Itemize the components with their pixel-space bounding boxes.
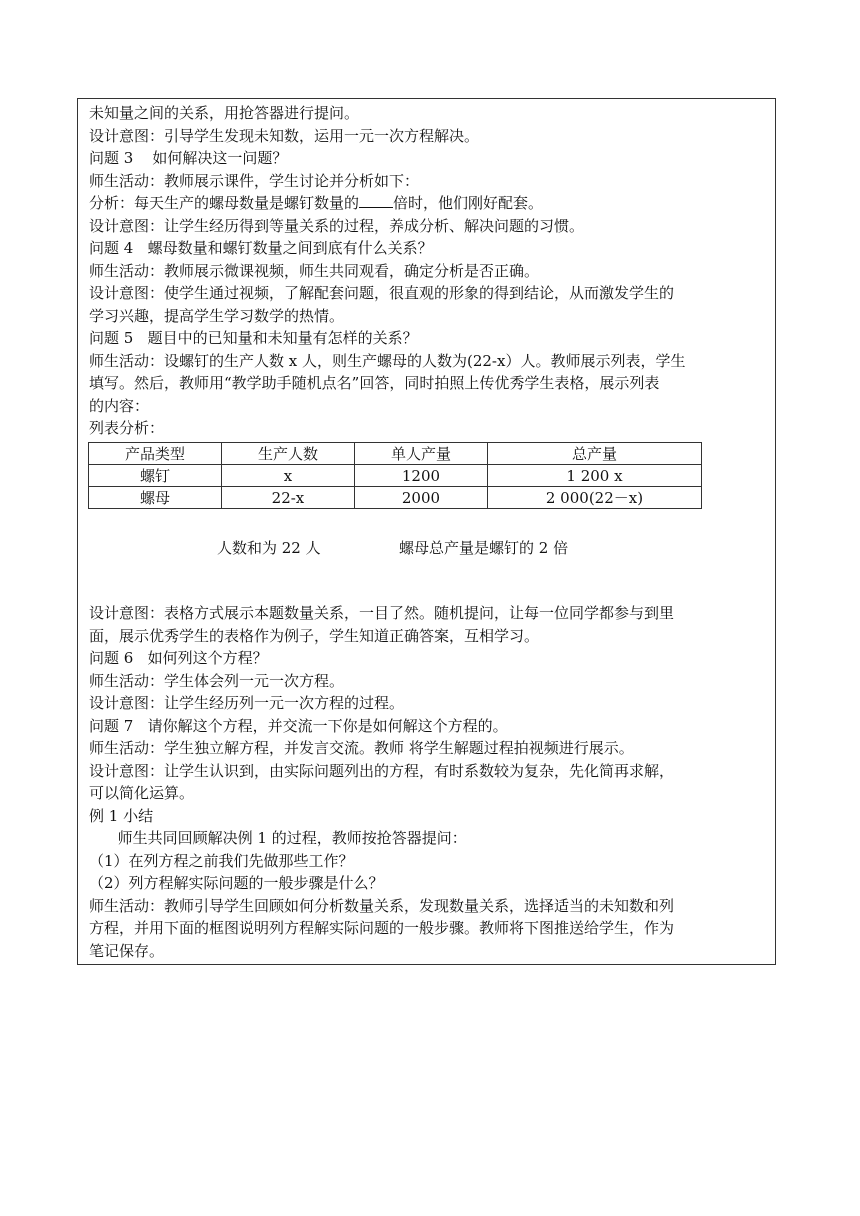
text-line: 设计意图：让学生经历得到等量关系的过程，养成分析、解决问题的习惯。	[89, 216, 585, 235]
table-cell: 螺母	[89, 487, 222, 509]
question-5-heading: 问题 5 题目中的已知量和未知量有怎样的关系？	[89, 329, 418, 347]
table-cell: x	[221, 465, 354, 487]
text-line: 设计意图：引导学生发现未知数，运用一元一次方程解决。	[89, 126, 480, 145]
question-7-heading: 问题 7 请你解这个方程，并交流一下你是如何解这个方程的。	[89, 716, 508, 735]
text-line: 设计意图：让学生认识到，由实际问题列出的方程，有时系数较为复杂，先化简再求解，	[89, 761, 675, 780]
analysis-text-before: 分析：每天生产的螺母数量是螺钉数量的	[89, 194, 360, 212]
table-row	[89, 465, 702, 487]
lesson-text-top	[89, 102, 769, 440]
text-line: 设计意图：让学生经历列一元一次方程的过程。	[89, 694, 405, 712]
text-line: 师生活动：学生独立解方程，并发言交流。教师 将学生解题过程拍视频进行展示。	[89, 739, 634, 757]
summary-people-total: 人数和为 22 人	[217, 539, 321, 557]
table-cell: 螺钉	[89, 465, 222, 487]
header-cell: 产品类型	[89, 443, 222, 465]
text-line: 笔记保存。	[89, 941, 165, 960]
text-line: 师生活动：教师引导学生回顾如何分析数量关系，发现数量关系，选择适当的未知数和列	[89, 896, 675, 915]
summary-nut-ratio: 螺母总产量是螺钉的 2 倍	[399, 539, 569, 557]
text-line: 师生活动：设螺钉的生产人数 x 人，则生产螺母的人数为(22-x）人。教师展示列表，学生	[89, 351, 686, 370]
text-line: 师生活动：教师展示微课视频，师生共同观看，确定分析是否正确。	[89, 261, 540, 280]
header-cell: 总产量	[487, 443, 701, 465]
text-line: 师生活动：学生体会列一元一次方程。	[89, 671, 345, 690]
text-line: 未知量之间的关系，用抢答器进行提问。	[89, 104, 360, 122]
lesson-text-bottom	[89, 602, 769, 962]
table-header-row	[89, 443, 702, 465]
text-line: 方程，并用下面的框图说明列方程解实际问题的一般步骤。教师将下图推送给学生，作为	[89, 919, 675, 937]
table-cell: 2 000(22－x)	[487, 487, 701, 509]
text-line: 可以简化运算。	[89, 784, 195, 802]
question-item: （1）在列方程之前我们先做那些工作？	[89, 851, 354, 870]
analysis-table	[88, 442, 702, 509]
text-line: 设计意图：使学生通过视频，了解配套问题，很直观的形象的得到结论，从而激发学生的	[89, 284, 675, 302]
text-line: 学习兴趣，提高学生学习数学的热情。	[89, 306, 345, 325]
header-cell: 生产人数	[221, 443, 354, 465]
text-line: 师生共同回顾解决例 1 的过程，教师按抢答器提问：	[89, 829, 467, 847]
question-3-heading: 问题 3 如何解决这一问题？	[89, 149, 288, 167]
table-cell: 1200	[354, 465, 487, 487]
table-cell: 1 200 x	[487, 465, 701, 487]
analysis-text-after: 倍时，他们刚好配套。	[393, 194, 544, 212]
fill-in-blank	[359, 193, 393, 208]
question-item: （2）列方程解实际问题的一般步骤是什么？	[89, 874, 384, 892]
header-cell: 单人产量	[354, 443, 487, 465]
text-line: 师生活动：教师展示课件，学生讨论并分析如下：	[89, 171, 420, 190]
text-line: 的内容：	[89, 396, 150, 415]
table-cell: 2000	[354, 487, 487, 509]
analysis-line	[89, 192, 769, 215]
question-6-heading: 问题 6 如何列这个方程？	[89, 649, 268, 667]
question-4-heading: 问题 4 螺母数量和螺钉数量之间到底有什么关系？	[89, 239, 433, 257]
text-line: 填写。然后，教师用“教学助手随机点名”回答，同时拍照上传优秀学生表格，展示列表	[89, 374, 660, 392]
table-caption: 列表分析：	[89, 419, 165, 437]
example-summary-heading: 例 1 小结	[89, 806, 154, 825]
text-line: 面，展示优秀学生的表格作为例子，学生知道正确答案，互相学习。	[89, 626, 540, 645]
table-row	[89, 487, 702, 509]
text-line: 设计意图：表格方式展示本题数量关系，一目了然。随机提问，让每一位同学都参与到里	[89, 604, 675, 622]
table-cell: 22-x	[221, 487, 354, 509]
